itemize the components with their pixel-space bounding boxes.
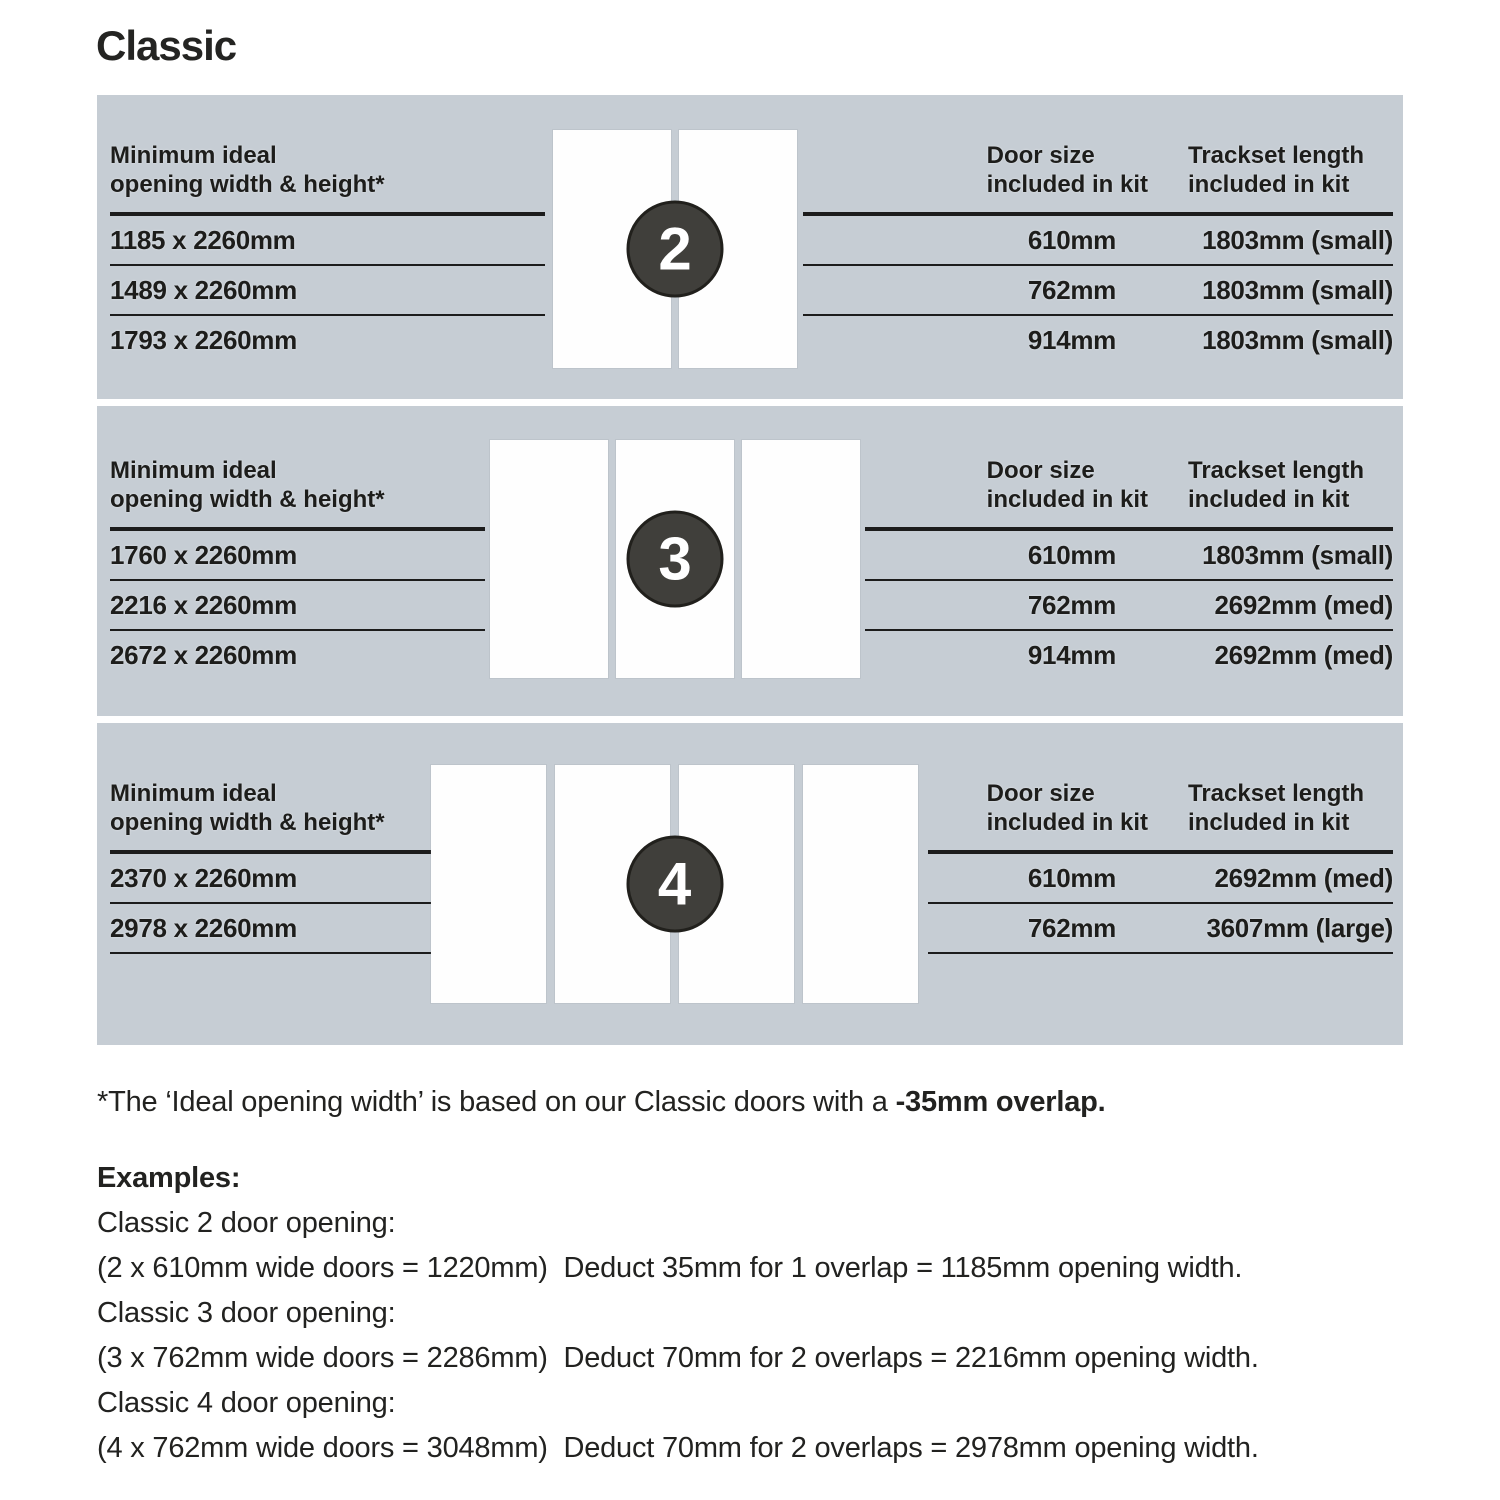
- spec-panel: [97, 95, 1403, 1045]
- door-count-badge: [627, 511, 724, 608]
- kit-row: [803, 266, 1393, 316]
- kit-table-header: [865, 456, 1393, 531]
- examples-block: [97, 1156, 1259, 1471]
- footnote-bold-text: -35mm overlap.: [895, 1086, 1106, 1118]
- door-size-header-line2: included in kit: [986, 486, 1148, 513]
- door-size-header-line1: Door size: [986, 780, 1095, 807]
- trackset-header-line1: Trackset length: [1188, 142, 1365, 169]
- trackset-value: 2692mm (med): [1214, 589, 1393, 620]
- trackset-value: 3607mm (large): [1206, 912, 1393, 943]
- door-count-badge: [627, 201, 724, 298]
- trackset-header-line2: included in kit: [1188, 171, 1350, 198]
- opening-row: [110, 581, 485, 631]
- opening-row: [110, 904, 433, 954]
- trackset-value: 1803mm (small): [1202, 539, 1393, 570]
- door-size-value: 914mm: [1027, 639, 1116, 670]
- example-label: Classic 4 door opening:: [97, 1387, 396, 1419]
- door-diagram-3: [490, 440, 860, 678]
- door-size-header-line1: Door size: [986, 142, 1095, 169]
- footnote-text: *The ‘Ideal opening width’ is based on our Classic doors with a: [97, 1086, 896, 1118]
- opening-row: [110, 216, 545, 266]
- example-detail: (4 x 762mm wide doors = 3048mm) Deduct 70mm for 2 overlaps = 2978mm opening width.: [97, 1432, 1259, 1464]
- door-size-value: 610mm: [1027, 862, 1116, 893]
- opening-header-line1: Minimum ideal: [110, 457, 277, 484]
- kit-row: [865, 631, 1393, 679]
- examples-heading: Examples:: [97, 1162, 241, 1194]
- door-size-value: 610mm: [1027, 224, 1116, 255]
- opening-value: 1760 x 2260mm: [110, 539, 297, 570]
- door-diagram-2: [553, 130, 797, 368]
- trackset-header-cell: [1188, 141, 1393, 199]
- page-title: Classic: [96, 22, 237, 69]
- example-detail: (3 x 762mm wide doors = 2286mm) Deduct 70mm for 2 overlaps = 2216mm opening width.: [97, 1342, 1259, 1374]
- door-size-header-line1: Door size: [986, 457, 1095, 484]
- opening-header-line2: opening width & height*: [110, 486, 385, 513]
- door-size-value: 762mm: [1027, 274, 1116, 305]
- section-divider: [97, 399, 1403, 406]
- door-size-value: 762mm: [1027, 589, 1116, 620]
- opening-header-line2: opening width & height*: [110, 809, 385, 836]
- opening-size-table-4door: [110, 779, 433, 954]
- section-3-door: [97, 406, 1403, 716]
- opening-row: [110, 266, 545, 316]
- opening-size-table-2door: [110, 141, 545, 364]
- opening-size-header: [110, 779, 433, 854]
- door-count-number: 4: [657, 850, 692, 917]
- door-size-value: 762mm: [1027, 912, 1116, 943]
- door-panel: [803, 765, 918, 1003]
- opening-size-header: [110, 456, 485, 531]
- door-size-header-cell: [928, 779, 1188, 837]
- trackset-header-line1: Trackset length: [1188, 457, 1365, 484]
- trackset-value: 1803mm (small): [1202, 324, 1393, 355]
- door-size-value: 610mm: [1027, 539, 1116, 570]
- opening-row: [110, 631, 485, 679]
- kit-row: [928, 854, 1393, 904]
- kit-table-header: [928, 779, 1393, 854]
- door-panel: [431, 765, 546, 1003]
- example-label: Classic 3 door opening:: [97, 1297, 396, 1329]
- trackset-value: 2692mm (med): [1214, 639, 1393, 670]
- door-size-header-line2: included in kit: [986, 809, 1148, 836]
- opening-value: 1793 x 2260mm: [110, 324, 297, 355]
- kit-table-header: [803, 141, 1393, 216]
- trackset-value: 1803mm (small): [1202, 274, 1393, 305]
- opening-value: 1185 x 2260mm: [110, 224, 296, 255]
- kit-row: [803, 216, 1393, 266]
- kit-table-2door: [803, 141, 1393, 364]
- footnote: [97, 1086, 1106, 1119]
- door-size-value: 914mm: [1027, 324, 1116, 355]
- kit-table-4door: [928, 779, 1393, 954]
- trackset-value: 2692mm (med): [1214, 862, 1393, 893]
- trackset-header-line1: Trackset length: [1188, 780, 1365, 807]
- opening-value: 2978 x 2260mm: [110, 912, 297, 943]
- opening-value: 2672 x 2260mm: [110, 639, 297, 670]
- kit-row: [803, 316, 1393, 364]
- trackset-value: 1803mm (small): [1202, 224, 1393, 255]
- door-count-number: 3: [658, 525, 692, 592]
- kit-row: [928, 904, 1393, 954]
- door-count-number: 2: [658, 215, 692, 282]
- section-2-door: [97, 95, 1403, 399]
- door-size-header-cell: [803, 141, 1188, 199]
- door-size-header-cell: [865, 456, 1188, 514]
- opening-size-header: [110, 141, 545, 216]
- opening-header-line1: Minimum ideal: [110, 780, 277, 807]
- section-4-door: [97, 723, 1403, 1045]
- door-size-header-line2: included in kit: [986, 171, 1148, 198]
- door-diagram-4: [431, 765, 918, 1003]
- opening-row: [110, 854, 433, 904]
- trackset-header-cell: [1188, 779, 1393, 837]
- opening-header-line2: opening width & height*: [110, 171, 385, 198]
- opening-value: 1489 x 2260mm: [110, 274, 297, 305]
- kit-row: [865, 581, 1393, 631]
- door-panel: [742, 440, 860, 678]
- opening-size-table-3door: [110, 456, 485, 679]
- opening-value: 2216 x 2260mm: [110, 589, 297, 620]
- trackset-header-line2: included in kit: [1188, 486, 1350, 513]
- example-detail: (2 x 610mm wide doors = 1220mm) Deduct 35mm for 1 overlap = 1185mm opening width.: [97, 1252, 1243, 1284]
- door-count-badge: [626, 836, 723, 933]
- door-panel: [490, 440, 608, 678]
- opening-row: [110, 316, 545, 364]
- example-label: Classic 2 door opening:: [97, 1207, 396, 1239]
- trackset-header-cell: [1188, 456, 1393, 514]
- trackset-header-line2: included in kit: [1188, 809, 1350, 836]
- kit-row: [865, 531, 1393, 581]
- opening-header-line1: Minimum ideal: [110, 142, 277, 169]
- opening-value: 2370 x 2260mm: [110, 862, 297, 893]
- section-divider: [97, 716, 1403, 723]
- opening-row: [110, 531, 485, 581]
- kit-table-3door: [865, 456, 1393, 679]
